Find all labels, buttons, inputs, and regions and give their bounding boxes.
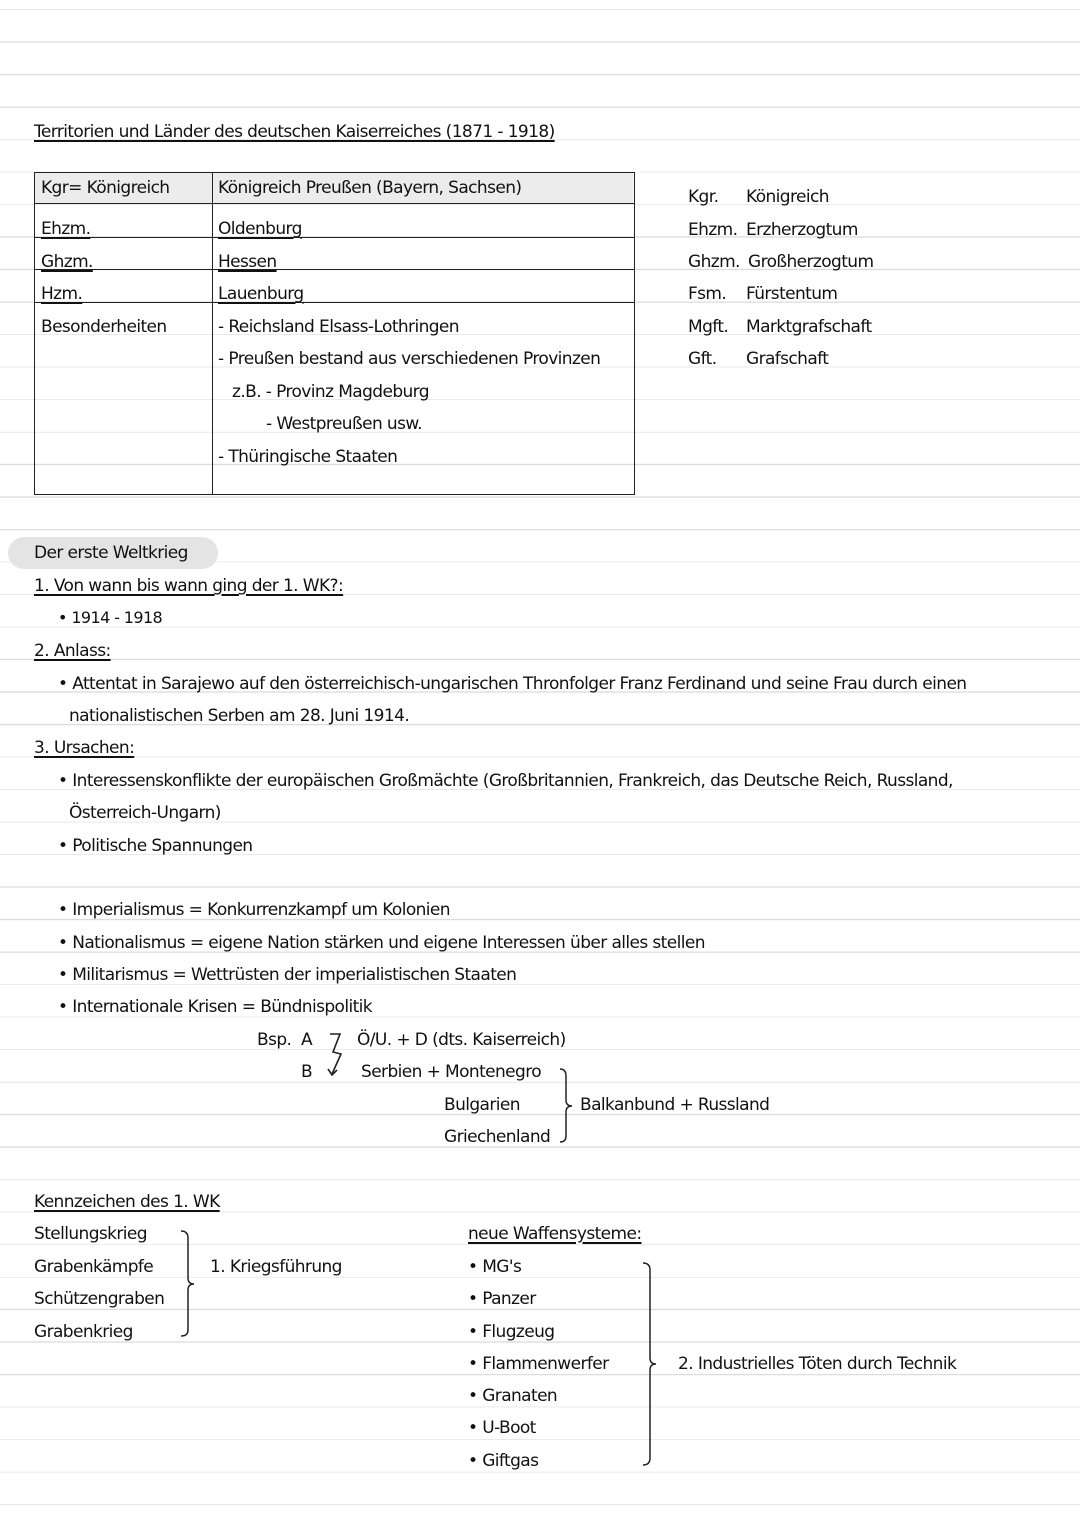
table-row-divider bbox=[34, 269, 635, 270]
page-title: Territorien und Länder des deutschen Kaiserreiches (1871 - 1918) bbox=[34, 122, 555, 142]
legend-abbr: Kgr. bbox=[688, 187, 719, 207]
weapons-label: 2. Industrielles Töten durch Technik bbox=[678, 1354, 957, 1374]
legend-full: Königreich bbox=[746, 187, 829, 207]
answer-text: • Interessenskonflikte der europäischen Großmächte (Großbritannien, Frankreich, das Deutsche Reich, Russland, bbox=[58, 771, 953, 791]
table-cell: Lauenburg bbox=[218, 284, 304, 304]
legend-full: Großherzogtum bbox=[748, 252, 874, 272]
answer-text: Österreich-Ungarn) bbox=[69, 803, 221, 823]
warfare-label: 1. Kriegsführung bbox=[210, 1257, 342, 1277]
legend-abbr: Mgft. bbox=[688, 317, 729, 337]
answer-text: • 1914 - 1918 bbox=[58, 608, 163, 627]
question-heading: 3. Ursachen: bbox=[34, 738, 135, 758]
weapon-item: • Panzer bbox=[468, 1289, 536, 1309]
alliance-b-member: Griechenland bbox=[444, 1127, 551, 1147]
conflict-lightning-arrow-icon bbox=[326, 1028, 350, 1080]
question-heading: 1. Von wann bis wann ging der 1. WK?: bbox=[34, 576, 344, 596]
answer-text: • Attentat in Sarajewo auf den österreichisch-ungarischen Thronfolger Franz Ferdinand und seine Frau durch einen bbox=[58, 674, 967, 694]
section-heading: Der erste Weltkrieg bbox=[34, 543, 188, 563]
alliance-summary: Balkanbund + Russland bbox=[580, 1095, 770, 1115]
warfare-item: Schützengraben bbox=[34, 1289, 165, 1309]
alliance-a-text: Ö/U. + D (dts. Kaiserreich) bbox=[357, 1030, 566, 1050]
answer-text: nationalistischen Serben am 28. Juni 1914. bbox=[69, 706, 410, 726]
weapons-heading: neue Waffensysteme: bbox=[468, 1224, 642, 1244]
special-line: - Preußen bestand aus verschiedenen Provinzen bbox=[218, 349, 601, 369]
answer-text: • Politische Spannungen bbox=[58, 836, 253, 856]
table-cell: Oldenburg bbox=[218, 219, 302, 239]
table-cell: Ehzm. bbox=[41, 219, 91, 239]
table-row-divider bbox=[34, 302, 635, 303]
weapon-item: • Flugzeug bbox=[468, 1322, 555, 1342]
legend-full: Marktgrafschaft bbox=[746, 317, 872, 337]
cause-item: • Imperialismus = Konkurrenzkampf um Kolonien bbox=[58, 900, 450, 920]
legend-abbr: Ghzm. bbox=[688, 252, 740, 272]
special-line: z.B. - Provinz Magdeburg bbox=[232, 382, 429, 402]
legend-full: Fürstentum bbox=[746, 284, 838, 304]
table-cell: Hessen bbox=[218, 252, 277, 272]
table-cell: Hzm. bbox=[41, 284, 83, 304]
weapon-item: • MG's bbox=[468, 1257, 522, 1277]
table-cell: Kgr= Königreich bbox=[41, 178, 170, 198]
alliance-b-member: Bulgarien bbox=[444, 1095, 520, 1115]
legend-abbr: Ehzm. bbox=[688, 220, 738, 240]
cause-item: • Nationalismus = eigene Nation stärken und eigene Interessen über alles stellen bbox=[58, 933, 705, 953]
alliance-brace-icon bbox=[556, 1066, 580, 1146]
table-column-divider bbox=[212, 172, 213, 495]
legend-abbr: Fsm. bbox=[688, 284, 727, 304]
warfare-item: Stellungskrieg bbox=[34, 1224, 147, 1244]
weapon-item: • Giftgas bbox=[468, 1451, 539, 1471]
alliance-a-label: A bbox=[301, 1030, 313, 1050]
table-cell: Ghzm. bbox=[41, 252, 93, 272]
features-heading: Kennzeichen des 1. WK bbox=[34, 1192, 220, 1212]
table-cell-special-label: Besonderheiten bbox=[41, 317, 167, 337]
cause-item: • Internationale Krisen = Bündnispolitik bbox=[58, 997, 373, 1017]
warfare-item: Grabenkämpfe bbox=[34, 1257, 154, 1277]
weapons-brace-icon bbox=[640, 1260, 664, 1470]
weapon-item: • Flammenwerfer bbox=[468, 1354, 609, 1374]
table-row-divider bbox=[34, 203, 635, 204]
legend-full: Erzherzogtum bbox=[746, 220, 858, 240]
alliance-b-text: Serbien + Montenegro bbox=[361, 1062, 542, 1082]
table-row-divider bbox=[34, 237, 635, 238]
warfare-item: Grabenkrieg bbox=[34, 1322, 133, 1342]
table-cell: Königreich Preußen (Bayern, Sachsen) bbox=[218, 178, 522, 198]
example-label: Bsp. bbox=[257, 1030, 292, 1050]
special-line: - Westpreußen usw. bbox=[266, 414, 422, 434]
legend-full: Grafschaft bbox=[746, 349, 829, 369]
legend-abbr: Gft. bbox=[688, 349, 717, 369]
special-line: - Thüringische Staaten bbox=[218, 447, 398, 467]
weapon-item: • Granaten bbox=[468, 1386, 558, 1406]
warfare-brace-icon bbox=[178, 1228, 202, 1340]
cause-item: • Militarismus = Wettrüsten der imperialistischen Staaten bbox=[58, 965, 517, 985]
alliance-b-label: B bbox=[301, 1062, 313, 1082]
question-heading: 2. Anlass: bbox=[34, 641, 111, 661]
weapon-item: • U-Boot bbox=[468, 1418, 536, 1438]
special-line: - Reichsland Elsass-Lothringen bbox=[218, 317, 459, 337]
